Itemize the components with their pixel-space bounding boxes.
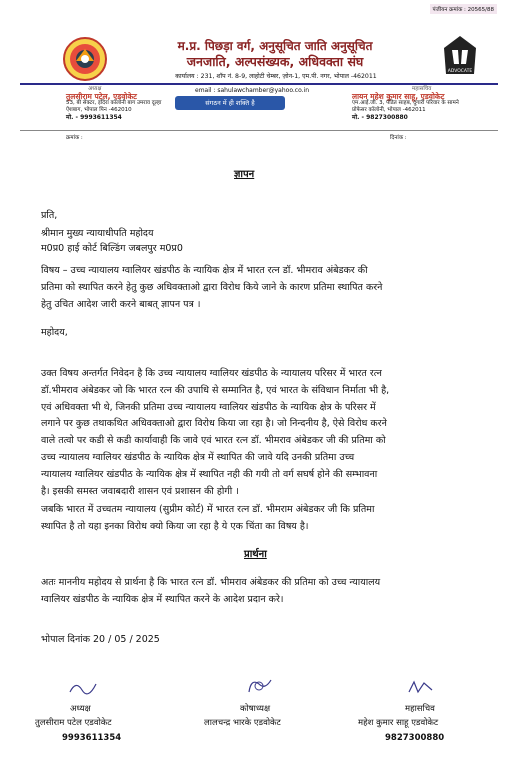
paragraph-line: है। इसकी समस्त जवाबदारी शासन एवं प्रशासन की होगी । bbox=[41, 485, 239, 497]
right-officer-name: लायन महेश कुमार साहू, एडवोकेट bbox=[352, 92, 445, 101]
right-officer-address2: प्रोफेसर कॉलोनी, भोपाल -462011 bbox=[352, 107, 426, 113]
organization-name-line2: जनजाति, अल्पसंख्यक, अधिवक्ता संघ bbox=[186, 54, 364, 69]
right-officer-title: महासचिव bbox=[412, 86, 432, 92]
subject-line: विषय – उच्च न्यायालय ग्वालियर खंडपीठ के न्यायिक क्षेत्र में भारत रत्न डॉ. भीमराव अंबेडकर की bbox=[41, 265, 368, 276]
body-paragraph-1 bbox=[41, 366, 495, 500]
paragraph-line: उक्त विषय अन्तर्गत निवेदन है कि उच्च न्यायालय ग्वालियर खंडपीठ के न्यायालय परिसर में भारत रत्न bbox=[41, 368, 382, 379]
slogan-badge: संगठन में ही शक्ति है bbox=[175, 96, 285, 110]
subject-line: हेतु उचित आदेश जारी करने बाबत् ज्ञापन पत्र । bbox=[41, 298, 201, 310]
addressee-line2: म0प्र0 हाई कोर्ट बिल्डिंग जबलपुर म0प्र0 bbox=[41, 243, 183, 254]
registration-number: पंजीयन क्रमांक : 20565/88 bbox=[430, 4, 497, 14]
signatory-secretary-title: महासचिव bbox=[405, 704, 435, 714]
left-officer-address2: ऐशबाग, भोपाल पिन -462010 bbox=[66, 107, 132, 113]
president-signature-mark bbox=[68, 678, 98, 700]
email-address[interactable]: email : sahulawchamber@yahoo.co.in bbox=[195, 87, 310, 94]
signatory-secretary-phone: 9827300880 bbox=[385, 733, 445, 743]
left-officer-name: तुलसीराम पटेल, एडवोकेट bbox=[66, 92, 137, 101]
paragraph-line: एवं अधिवक्ता भी थे, जिनकी प्रतिमा उच्च न्यायालय ग्वालियर खंडपीठ के न्यायिक क्षेत्र के परिसर में bbox=[41, 401, 376, 413]
paragraph-line: ग्वालियर खंडपीठ के न्यायिक क्षेत्र में स्थापित करने के आदेश प्रदान करे। bbox=[41, 593, 284, 605]
prayer-paragraph bbox=[41, 575, 495, 609]
advocate-logo bbox=[440, 34, 480, 78]
prayer-heading: प्रार्थना bbox=[244, 549, 267, 560]
letter-heading: ज्ञापन bbox=[234, 169, 255, 180]
subject-line: प्रतिमा को स्थापित करने हेतु कुछ अधिवक्ताओ द्वारा विरोध किये जाने के कारण प्रतिमा स्थापित करने bbox=[41, 281, 383, 293]
paragraph-line: वाले तत्वो पर कडी से कडी कार्यावाही कि जावे एवं भारत रत्न डॉ. भीमराव अंबेडकर जी की प्रतिमा को bbox=[41, 435, 386, 447]
right-officer-phone: मो. - 9827300880 bbox=[352, 114, 408, 121]
advocate-logo-text: ADVOCATE bbox=[447, 69, 473, 74]
paragraph-line: डॉ.भीमराव अंबेडकर जो कि भारत रत्न की उपाधि से सम्मानित है, एवं भारत के संविधान निर्माता भी है, bbox=[41, 384, 390, 396]
to-label: प्रति, bbox=[41, 210, 58, 221]
subject-block bbox=[41, 263, 495, 313]
left-officer-title: अध्यक्ष bbox=[88, 86, 102, 92]
signatory-secretary-name: महेश कुमार साहू एडवोकेट bbox=[358, 718, 439, 728]
signatory-president-phone: 9993611354 bbox=[62, 733, 122, 743]
right-officer-address1: एम.आई.जी. 3, पंडित साहब, दुगारी परिवार के सामने bbox=[352, 100, 459, 106]
organization-emblem-logo bbox=[63, 37, 107, 81]
left-officer-block bbox=[66, 86, 161, 121]
signatory-treasurer-name: लालचन्द्र भारके एडवोकेट bbox=[204, 718, 281, 728]
salutation: महोदय, bbox=[41, 327, 68, 338]
paragraph-line: लगाने पर कुछ तथाकथित अधिवक्ताओ द्वारा विरोध किया जा रहा है। जो निन्दनीय है, ऐसे विरोध करने bbox=[41, 418, 387, 430]
paragraph-line: न्यायालय ग्वालियर खंडपीठ के न्यायिक क्षेत्र में स्थापित नही की गयी तो वर्ग सघर्ष होने की सम्भावना bbox=[41, 468, 378, 480]
left-officer-address1: 53, बी सेक्टर, इंदिरा कॉलोनी बाग उमराव दूल्हा bbox=[66, 100, 162, 106]
body-paragraph-2 bbox=[41, 502, 495, 536]
paragraph-line: अतः माननीय महोदय से प्रार्थना है कि भारत रत्न डॉ. भीमराव अंबेडकर की प्रतिमा को उच्च न्यायालय bbox=[41, 577, 381, 588]
signatory-president-name: तुलसीराम पटेल एडवोकेट bbox=[35, 718, 112, 728]
place-and-date: भोपाल दिनांक 20 / 05 / 2025 bbox=[41, 634, 160, 645]
signatory-president-title: अध्यक्ष bbox=[70, 704, 91, 714]
treasurer-signature-mark bbox=[245, 676, 275, 700]
right-officer-block bbox=[352, 86, 459, 121]
left-officer-phone: मो. - 9993611354 bbox=[66, 114, 122, 121]
letterhead-bottom-rule bbox=[20, 130, 498, 131]
paragraph-line: उच्च न्यायालय ग्वालियर खंडपीठ के न्यायिक क्षेत्र में स्थापित की जावे यदि उनकी प्रतिमा उच्च bbox=[41, 451, 355, 463]
addressee-line1: श्रीमान मुख्य न्यायाधीपति महोदय bbox=[41, 228, 154, 239]
paragraph-line: स्थापित है तो यहा इनका विरोध क्यो किया जा रहा है ये एक चिंता का विषय है। bbox=[41, 520, 309, 532]
paragraph-line: जबकि भारत में उच्चतम न्यायालय (सुप्रीम कोर्ट) में भारत रत्न डॉ. भीमराम अंबेडकर जी कि प्रतिमा bbox=[41, 504, 375, 515]
header-divider bbox=[20, 83, 498, 85]
signatory-treasurer-title: कोषाध्यक्ष bbox=[240, 704, 271, 714]
office-address: कार्यालय : 231, शॉप नं. 8-9, लाहोटी चेम्बर, ज़ोन-1, एम.पी. नगर, भोपाल -462011 bbox=[175, 73, 377, 80]
organization-name-line1: म.प्र. पिछड़ा वर्ग, अनुसूचित जाति अनुसूचित bbox=[177, 39, 373, 53]
reference-number-label: क्रमांक : bbox=[66, 135, 83, 141]
secretary-signature-mark bbox=[406, 678, 436, 700]
date-label: दिनांक : bbox=[390, 135, 407, 141]
